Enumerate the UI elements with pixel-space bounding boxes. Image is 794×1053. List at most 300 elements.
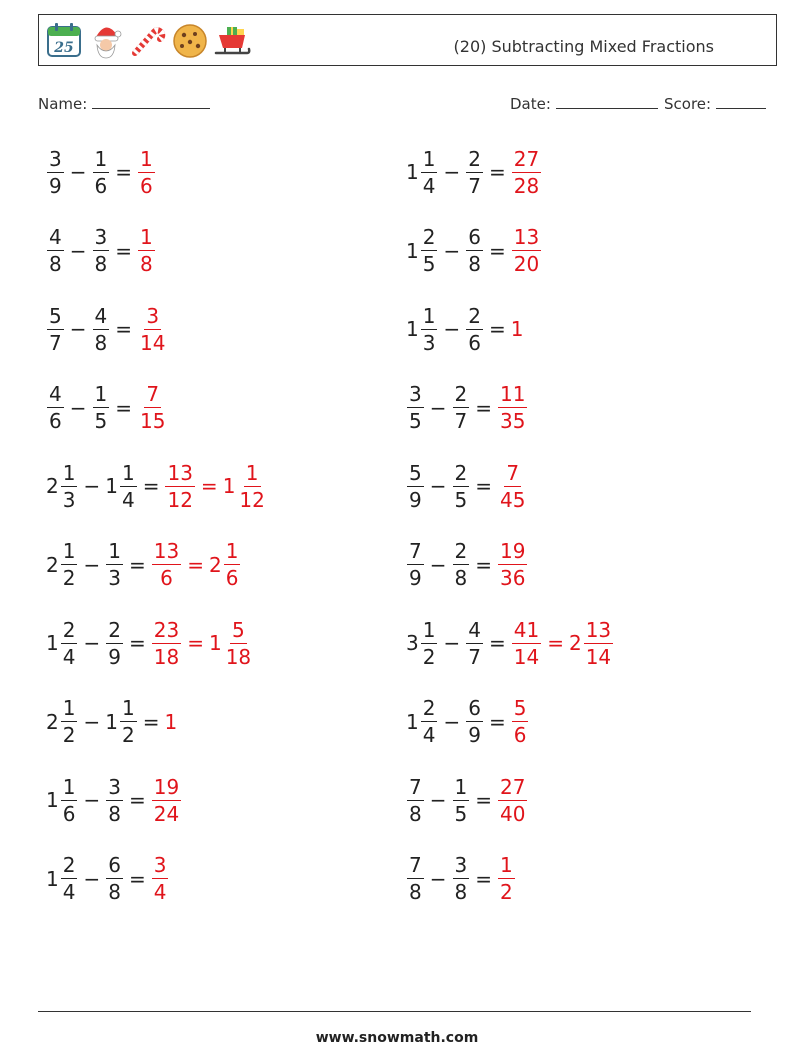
equals-sign: = <box>475 552 492 577</box>
fraction <box>498 384 527 431</box>
denominator: 5 <box>422 252 436 276</box>
mixed-number <box>46 541 78 588</box>
mixed-number <box>511 617 542 669</box>
denominator: 20 <box>513 252 540 276</box>
numerator: 7 <box>409 853 422 877</box>
equals-sign: = <box>128 631 146 655</box>
fraction <box>152 774 181 826</box>
fraction <box>466 227 483 274</box>
fraction <box>498 541 527 588</box>
denominator: 7 <box>49 330 62 355</box>
mixed-number <box>465 617 484 669</box>
numerator: 4 <box>94 303 108 328</box>
mixed-number <box>164 460 195 512</box>
fraction <box>407 774 424 826</box>
answer <box>497 384 528 431</box>
denominator: 5 <box>454 487 468 512</box>
answer <box>164 710 177 734</box>
equals-sign: = <box>488 238 506 263</box>
denominator: 6 <box>140 173 153 198</box>
numerator: 3 <box>153 853 167 877</box>
minus-sign: − <box>443 160 461 184</box>
denominator: 8 <box>140 252 153 276</box>
fraction <box>453 384 470 431</box>
numerator: 1 <box>245 460 259 485</box>
answer <box>151 617 254 669</box>
mixed-number <box>137 384 168 431</box>
equals-sign: = <box>115 160 132 184</box>
denominator: 3 <box>62 487 76 512</box>
numerator: 7 <box>506 460 520 485</box>
numerator: 11 <box>500 382 526 406</box>
fraction <box>61 617 78 669</box>
fraction <box>421 617 438 669</box>
numerator: 6 <box>108 853 121 877</box>
whole-part: 2 <box>46 474 59 498</box>
mixed-number <box>452 460 471 512</box>
denominator: 6 <box>49 409 62 433</box>
whole-part: 1 <box>46 788 59 812</box>
equals-sign: = <box>115 395 132 420</box>
fraction <box>512 617 541 669</box>
answer <box>511 698 530 745</box>
equals-sign: = <box>488 709 506 734</box>
numerator: 1 <box>121 696 135 720</box>
fraction <box>512 146 541 198</box>
mixed-number <box>406 774 425 826</box>
mixed-number <box>92 303 111 355</box>
date-label: Date: <box>510 95 551 113</box>
numerator: 1 <box>422 303 436 328</box>
denominator: 6 <box>225 566 239 590</box>
denominator: 8 <box>454 566 468 590</box>
mixed-number <box>406 227 438 274</box>
fraction <box>466 303 483 355</box>
mixed-number <box>465 303 484 355</box>
whole-part: 1 <box>406 160 419 184</box>
problem-item <box>46 301 168 357</box>
denominator: 14 <box>513 644 540 669</box>
mixed-number <box>151 617 182 669</box>
denominator: 8 <box>409 801 422 826</box>
problem-item <box>406 223 542 279</box>
numerator: 2 <box>422 225 436 249</box>
mixed-number <box>465 227 484 274</box>
mixed-number <box>105 698 137 745</box>
numerator: 1 <box>108 539 121 563</box>
whole-part: 1 <box>105 474 118 498</box>
problem-item <box>406 537 528 593</box>
fraction <box>93 384 110 431</box>
minus-sign: − <box>83 788 101 812</box>
date-field <box>510 94 658 113</box>
denominator: 9 <box>49 173 62 198</box>
whole-part: 1 <box>406 238 419 263</box>
footer-divider <box>38 1011 751 1012</box>
fraction <box>120 460 137 512</box>
fraction <box>466 698 483 745</box>
denominator: 7 <box>468 644 481 669</box>
mixed-number <box>511 227 542 274</box>
equals-sign: = <box>475 395 492 420</box>
equals-sign: = <box>142 474 160 498</box>
denominator: 8 <box>94 252 108 276</box>
fraction <box>138 303 167 355</box>
whole-part: 3 <box>406 631 419 655</box>
fraction <box>512 227 541 274</box>
numerator: 2 <box>454 539 468 563</box>
minus-sign: − <box>429 552 447 577</box>
equals-sign: = <box>187 552 204 577</box>
mixed-number <box>452 855 471 902</box>
score-label: Score: <box>664 95 712 113</box>
minus-sign: − <box>83 474 101 498</box>
fraction <box>93 227 110 274</box>
answer <box>137 384 168 431</box>
santa-icon <box>87 21 125 59</box>
mixed-number <box>209 541 241 588</box>
problem-item <box>46 458 268 514</box>
denominator: 24 <box>153 801 180 826</box>
numerator: 6 <box>468 225 481 249</box>
mixed-number <box>151 774 182 826</box>
numerator: 3 <box>49 146 62 171</box>
numerator: 1 <box>62 774 76 799</box>
answer <box>151 774 182 826</box>
mixed-number <box>92 146 111 198</box>
mixed-number <box>497 774 528 826</box>
mixed-number <box>105 855 124 902</box>
problem-item <box>406 851 516 907</box>
whole-part: 2 <box>46 709 59 734</box>
numerator: 2 <box>108 617 121 642</box>
fraction <box>152 617 181 669</box>
answer <box>497 460 528 512</box>
minus-sign: − <box>429 474 447 498</box>
denominator: 8 <box>108 880 121 904</box>
numerator: 1 <box>140 146 153 171</box>
problem-item <box>406 144 542 200</box>
numerator: 3 <box>454 853 468 877</box>
problem-item <box>46 615 254 671</box>
fraction <box>165 460 194 512</box>
numerator: 2 <box>62 617 76 642</box>
numerator: 1 <box>140 225 153 249</box>
numerator: 7 <box>409 774 422 799</box>
whole-part: 1 <box>222 474 236 498</box>
denominator: 2 <box>62 723 76 747</box>
mixed-number <box>465 698 484 745</box>
answer <box>511 317 524 341</box>
numerator: 1 <box>62 460 76 485</box>
denominator: 3 <box>422 330 436 355</box>
mixed-number <box>137 303 168 355</box>
denominator: 2 <box>121 723 135 747</box>
denominator: 2 <box>500 880 513 904</box>
equals-sign: = <box>488 317 506 341</box>
fraction <box>224 617 253 669</box>
numerator: 5 <box>409 460 422 485</box>
mixed-number <box>511 146 542 198</box>
denominator: 8 <box>468 252 481 276</box>
mixed-number <box>406 698 438 745</box>
fraction <box>453 774 470 826</box>
denominator: 8 <box>108 801 121 826</box>
numerator: 5 <box>513 696 527 720</box>
fraction <box>407 384 424 431</box>
fraction <box>138 227 155 274</box>
denominator: 5 <box>454 801 468 826</box>
fraction <box>138 146 155 198</box>
denominator: 6 <box>62 801 76 826</box>
mixed-number <box>406 460 425 512</box>
fraction <box>61 460 78 512</box>
calendar-icon <box>45 21 83 59</box>
equals-sign: = <box>475 474 492 498</box>
whole-part: 2 <box>208 552 222 577</box>
denominator: 4 <box>422 173 436 198</box>
minus-sign: − <box>69 395 87 420</box>
equals-sign: = <box>128 788 146 812</box>
minus-sign: − <box>443 317 461 341</box>
denominator: 9 <box>409 566 422 590</box>
numerator: 1 <box>121 460 135 485</box>
denominator: 15 <box>140 409 166 433</box>
denominator: 45 <box>500 487 526 512</box>
denominator: 5 <box>94 409 108 433</box>
mixed-number <box>497 541 528 588</box>
whole-part: 2 <box>568 631 582 655</box>
minus-sign: − <box>443 238 461 263</box>
fraction <box>421 227 438 274</box>
fraction <box>407 855 424 902</box>
numerator: 13 <box>513 225 540 249</box>
integer-value: 1 <box>164 709 178 734</box>
mixed-number <box>497 855 516 902</box>
candy-cane-icon <box>129 21 167 59</box>
numerator: 1 <box>94 382 108 406</box>
equals-sign: = <box>128 866 146 891</box>
mixed-number <box>164 710 177 734</box>
numerator: 7 <box>146 382 160 406</box>
answer <box>151 855 170 902</box>
fraction <box>498 855 515 902</box>
numerator: 2 <box>422 696 436 720</box>
fraction <box>466 146 483 198</box>
denominator: 2 <box>422 644 436 669</box>
fraction <box>47 227 64 274</box>
numerator: 5 <box>232 617 245 642</box>
denominator: 2 <box>62 566 76 590</box>
fraction <box>152 541 181 588</box>
minus-sign: − <box>429 788 447 812</box>
numerator: 4 <box>49 225 62 249</box>
equals-sign: = <box>142 709 160 734</box>
denominator: 6 <box>94 173 108 198</box>
fraction <box>61 774 78 826</box>
denominator: 9 <box>468 723 481 747</box>
whole-part: 1 <box>46 631 59 655</box>
equals-sign: = <box>115 317 132 341</box>
whole-part: 1 <box>406 709 419 734</box>
equals-sign: = <box>475 866 492 891</box>
denominator: 4 <box>121 487 135 512</box>
mixed-number <box>46 146 65 198</box>
denominator: 5 <box>409 409 422 433</box>
minus-sign: − <box>69 160 87 184</box>
fraction <box>466 617 483 669</box>
equals-sign: = <box>475 788 492 812</box>
calendar-day: 25 <box>54 40 74 56</box>
date-blank[interactable] <box>556 94 658 109</box>
numerator: 1 <box>500 853 513 877</box>
numerator: 27 <box>513 146 540 171</box>
numerator: 4 <box>49 382 62 406</box>
mixed-number <box>105 774 124 826</box>
minus-sign: − <box>83 631 101 655</box>
answer <box>151 541 242 588</box>
problem-item <box>406 301 523 357</box>
denominator: 9 <box>409 487 422 512</box>
mixed-number <box>46 855 78 902</box>
header-icons <box>45 21 251 59</box>
mixed-number <box>137 227 156 274</box>
mixed-number <box>222 460 268 512</box>
minus-sign: − <box>69 317 87 341</box>
mixed-number <box>151 855 170 902</box>
minus-sign: − <box>83 866 101 891</box>
problem-item <box>406 615 614 671</box>
score-field <box>664 94 766 113</box>
mixed-number <box>208 617 254 669</box>
fraction <box>61 541 78 588</box>
numerator: 13 <box>153 539 180 563</box>
whole-part: 2 <box>46 552 59 577</box>
numerator: 1 <box>454 774 468 799</box>
equals-sign: = <box>115 238 132 263</box>
denominator: 4 <box>62 644 76 669</box>
fraction <box>106 855 123 902</box>
fraction <box>47 303 64 355</box>
answer <box>164 460 267 512</box>
worksheet-title: (20) Subtracting Mixed Fractions <box>453 37 714 56</box>
denominator: 6 <box>513 723 527 747</box>
denominator: 8 <box>409 880 422 904</box>
numerator: 5 <box>49 303 62 328</box>
mixed-number <box>406 146 438 198</box>
minus-sign: − <box>83 552 101 577</box>
equals-sign: = <box>547 631 564 655</box>
fraction <box>224 541 241 588</box>
problem-item <box>406 458 528 514</box>
answer <box>497 774 528 826</box>
denominator: 7 <box>468 173 481 198</box>
fraction <box>152 855 169 902</box>
whole-part: 1 <box>105 709 118 734</box>
denominator: 9 <box>108 644 121 669</box>
denominator: 28 <box>513 173 540 198</box>
fraction <box>407 541 424 588</box>
mixed-number <box>406 617 438 669</box>
whole-part: 1 <box>406 317 419 341</box>
problem-item <box>46 537 241 593</box>
numerator: 3 <box>108 774 121 799</box>
mixed-number <box>46 617 78 669</box>
mixed-number <box>92 384 111 431</box>
fraction <box>120 698 137 745</box>
denominator: 7 <box>454 409 468 433</box>
name-blank[interactable] <box>92 94 210 109</box>
answer <box>497 541 528 588</box>
minus-sign: − <box>83 709 101 734</box>
equals-sign: = <box>488 160 506 184</box>
mixed-number <box>105 460 137 512</box>
fraction <box>61 855 78 902</box>
minus-sign: − <box>69 238 87 263</box>
numerator: 2 <box>454 382 468 406</box>
numerator: 6 <box>468 696 481 720</box>
sleigh-icon <box>213 21 251 59</box>
mixed-number <box>92 227 111 274</box>
answer <box>137 227 156 274</box>
whole-part: 1 <box>208 631 222 655</box>
mixed-number <box>137 146 156 198</box>
problem-item <box>406 380 528 436</box>
numerator: 41 <box>513 617 540 642</box>
numerator: 1 <box>225 539 239 563</box>
numerator: 4 <box>468 617 481 642</box>
mixed-number <box>46 303 65 355</box>
mixed-number <box>452 541 471 588</box>
mixed-number <box>465 146 484 198</box>
answer <box>137 146 156 198</box>
mixed-number <box>105 617 124 669</box>
mixed-number <box>511 317 524 341</box>
fraction <box>498 460 527 512</box>
denominator: 40 <box>500 801 526 826</box>
footer-url: www.snowmath.com <box>315 1030 479 1046</box>
denominator: 36 <box>500 566 526 590</box>
numerator: 1 <box>422 146 436 171</box>
fraction <box>453 460 470 512</box>
equals-sign: = <box>200 474 218 498</box>
numerator: 1 <box>422 617 436 642</box>
mixed-number <box>497 460 528 512</box>
denominator: 4 <box>422 723 436 747</box>
denominator: 6 <box>468 330 481 355</box>
fraction <box>421 146 438 198</box>
minus-sign: − <box>429 866 447 891</box>
fraction <box>47 146 64 198</box>
mixed-number <box>46 698 78 745</box>
mixed-number <box>406 303 438 355</box>
mixed-number <box>151 541 182 588</box>
fraction <box>93 146 110 198</box>
denominator: 8 <box>49 252 62 276</box>
numerator: 13 <box>585 617 612 642</box>
mixed-number <box>105 541 124 588</box>
answer <box>497 855 516 902</box>
fraction <box>498 774 527 826</box>
score-blank[interactable] <box>716 94 766 109</box>
mixed-number <box>406 855 425 902</box>
problem-item <box>406 694 529 750</box>
mixed-number <box>511 698 530 745</box>
fraction <box>61 698 78 745</box>
fraction <box>93 303 110 355</box>
answer <box>511 146 542 198</box>
denominator: 8 <box>454 880 468 904</box>
